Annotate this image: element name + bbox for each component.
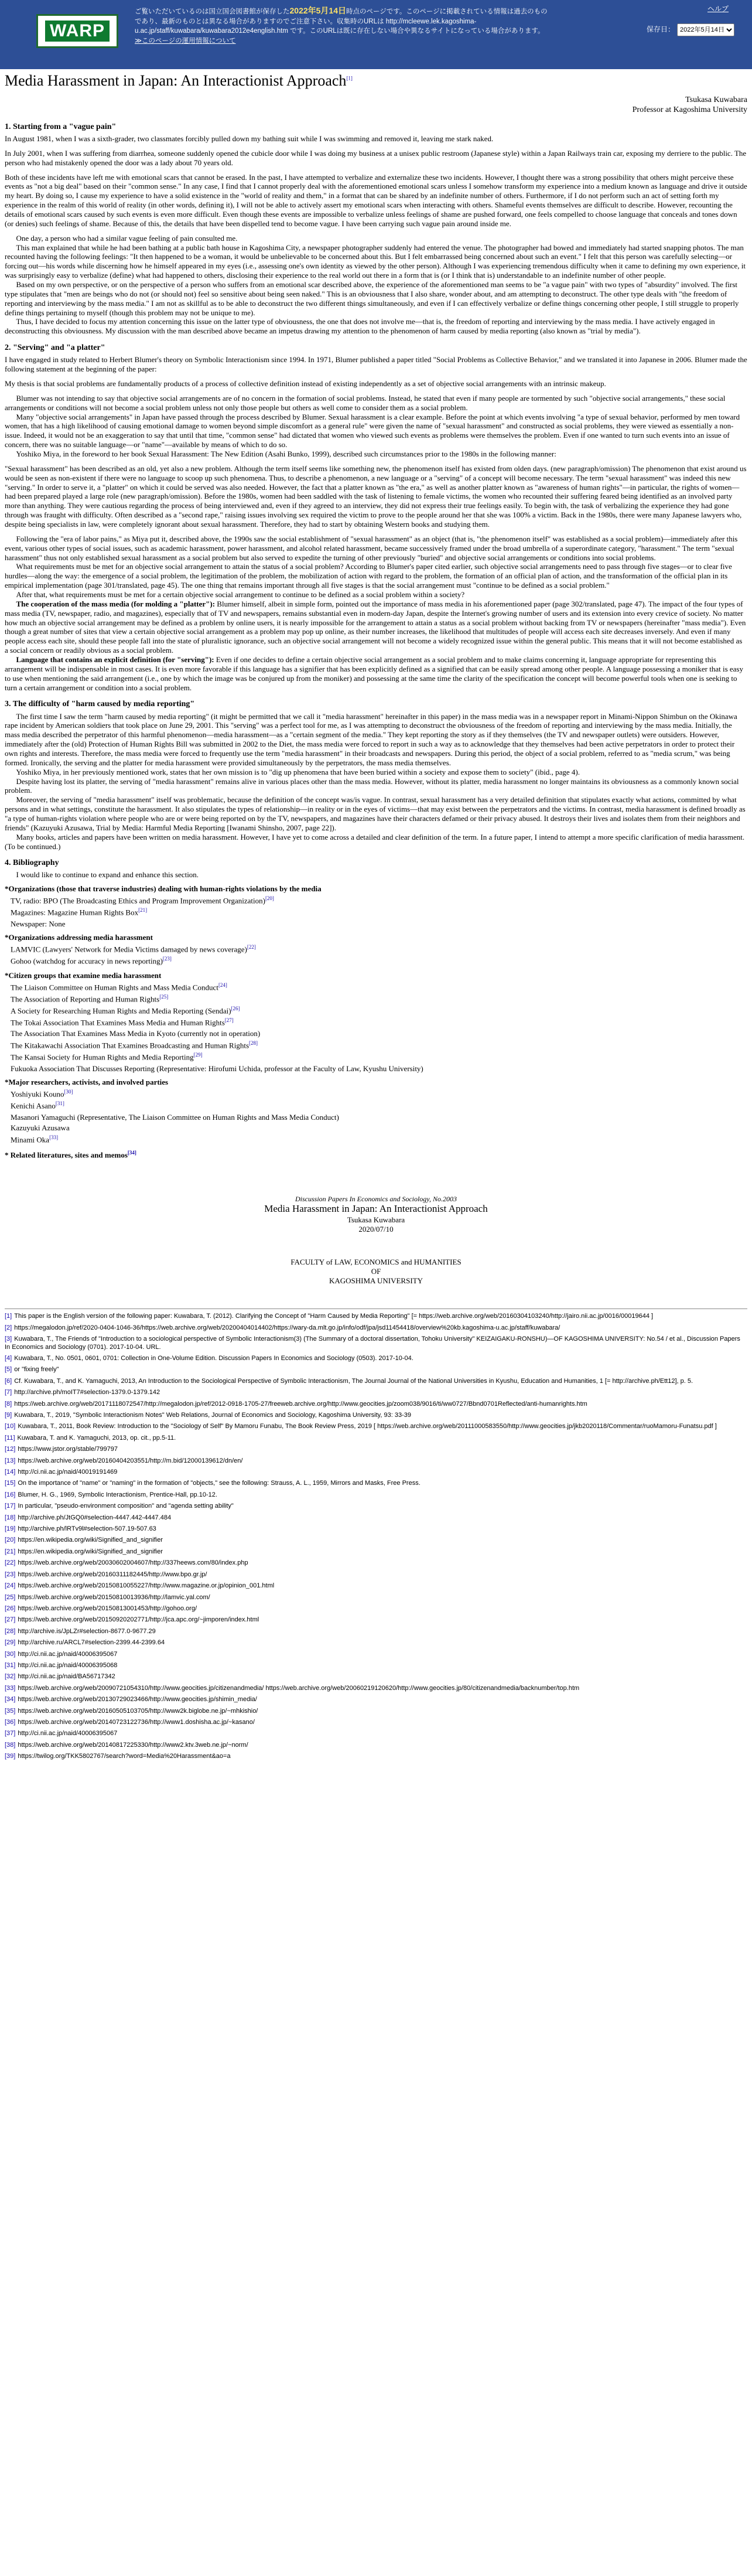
footnote-item — [5, 1389, 747, 1396]
footnote-text: On the importance of "name" or "naming" in the formation of "objects," see the following: Strauss, A. L., 1959, Mirrors and Masks, Free Press. — [18, 1480, 421, 1487]
reference-item: Fukuoka Association That Discusses Reporting (Representative: Hirofumi Uchida, professor at the Faculty of Law, Kyushu University) — [11, 1064, 423, 1073]
footnote-ref[interactable]: [21] — [138, 907, 148, 914]
footnote-text: https://en.wikipedia.org/wiki/Signified_and_signifier — [18, 1536, 163, 1544]
footnote-text: Kuwabara, T., 2019, "Symbolic Interactionism Notes" Web Relations, Journal of Economics and Sociology, Kagoshima University, 93: 33-39 — [14, 1412, 411, 1419]
paragraph: This man explained that while he had been bathing at a public bath house in Kagoshima City, a newspaper photographer suddenly had entered the venue. The photographer had bowed and immediately had started snapping photos. The man recounted having the following feelings: "It then happened to be a woman, it would be unbelievable to be concerned about this. But I felt embarrassed being concerned about such an event." I felt that this person was carefully selecting—or forcing out—his words while discerning how he himself appeared in my eyes (i.e., assessing one's own identity as viewed by the other person). Although I was experiencing tremendous difficulty when it came to defining my own experience, it was surprisingly easy to verbalize (define) what had happened to others, disclosing their experience to the real world out there in a form that is (or I think that is) understandable to an indefinite number of other people. — [5, 243, 746, 280]
footnote-text: Cf. Kuwabara, T., and K. Yamaguchi, 2013, An Introduction to the Sociological Perspective of Symbolic Interactionism, The Journal Journal of the National Universities in Kyushu, Education and Humanities, 1 [= http://archive.ph/Ett12], p. 5. — [14, 1377, 693, 1385]
paragraph: Language that contains an explicit definition (for "serving"): Even if one decides to define a certain objective social arrangement as a social problem and to make claims concerning it, language appropriate for representing this arrangement will be indispensable in most cases. It is even more favorable if this language has a signifier that has been explicitly defined as a signified that can be easily spread among other people. A language possessing a moniker that is easy to use when mentioning the said arrangement (i.e., one by which the image was be conjured up from the moniker) and possessing at the same time the clarity of the specification the concept will become powerful tools when one is seeking to turn a certain arrangement or condition into a social problem. — [5, 655, 743, 692]
footnote-item — [5, 1605, 747, 1613]
footnote-text: https://web.archive.org/web/20160404203551/http://m.bid/12000139612/dn/en/ — [18, 1457, 243, 1464]
footnote-ref[interactable]: [20] — [265, 895, 274, 902]
footnote-backlink[interactable]: [19] — [5, 1525, 16, 1533]
reference-group-heading: *Organizations addressing media harassment — [5, 933, 153, 942]
footnote-text: In particular, "pseudo-environment composition" and "agenda setting ability" — [18, 1502, 234, 1510]
reference-item: The Association of Reporting and Human Rights[25] — [11, 993, 169, 1004]
reference-item: Minami Oka[33] — [11, 1134, 59, 1144]
footnote-backlink[interactable]: [3] — [5, 1335, 12, 1343]
footnote-item — [5, 1628, 747, 1635]
footnote-ref[interactable]: [1] — [346, 75, 353, 81]
footnote-item — [5, 1423, 747, 1430]
footnote-backlink[interactable]: [33] — [5, 1684, 16, 1692]
footnote-item — [5, 1525, 747, 1533]
reference-item: A Society for Researching Human Rights and Media Reporting (Sendai)[26] — [11, 1005, 240, 1016]
footnote-text: Blumer, H. G., 1969, Symbolic Interactionism, Prentice-Hall, pp.10-12. — [18, 1491, 217, 1498]
paragraph: Many "objective social arrangements" in Japan have passed through the process described by Blumer. Sexual harassment is a clear example. Before the point at which events involving "a type of sexual behavior, performed by men toward women, that has a high likelihood of causing emotional damage to women beyond simple discomfort as a general rule" were given the name of "sexual harassment" and constructed as social problems, they were viewed as essentially a non-issue. Indeed, it would not be an exaggeration to say that until that time, "common sense" had dictated that women who viewed such events as problems were themselves the problem. Even if one wanted to turn such events into an issue of concern, there was no suitable language—or "name"—available by means of which to do so. — [5, 412, 740, 449]
paragraph: Many books, articles and papers have been written on media harassment. However, I have yet to come across a detailed and clear definition of the term. In a future paper, I intend to attempt a more specific clarification of media harassment. (To be continued.) — [5, 832, 745, 851]
bullet-title: The cooperation of the mass media (for molding a "platter"): — [16, 599, 216, 608]
footnote-text: https://web.archive.org/web/20150813001453/http://gohoo.org/ — [18, 1604, 197, 1612]
footnote-text: http://archive.ph/moIT7#selection-1379.0-1379.142 — [14, 1389, 160, 1396]
reference-item: TV, radio: BPO (The Broadcasting Ethics and Program Improvement Organization)[20] — [11, 895, 274, 905]
footnote-item — [5, 1571, 747, 1579]
warp-logo[interactable]: WARP — [36, 14, 118, 48]
footnote-backlink[interactable]: [15] — [5, 1480, 16, 1487]
footnote-text: http://archive.ph/JtGQ0#selection-4447.442-4447.484 — [18, 1514, 172, 1521]
paragraph: Thus, I have decided to focus my attention concerning this issue on the latter type of obviousness, the one that does not involve me—that is, the freedom of reporting and interviewing by the mass media. I have actively engaged in deconstructing this obviousness. My discussion with the man described above became an impetus drawing my attention to the phenomenon of harm caused by media reporting (also known as "trial by media"). — [5, 317, 715, 336]
footnote-backlink[interactable]: [7] — [5, 1389, 12, 1396]
reference-item: Kazuyuki Azusawa — [11, 1123, 70, 1133]
footnote-item — [5, 1685, 747, 1692]
section-heading: 2. "Serving" and "a platter" — [5, 343, 105, 353]
footnote-backlink[interactable]: [37] — [5, 1730, 16, 1737]
footnote-item — [5, 1313, 747, 1320]
footnote-ref[interactable]: [30] — [64, 1089, 73, 1095]
footnote-text: https://web.archive.org/web/20090721054310/http://www.geocities.jp/citizenandmedia/ https://web.archive.org/web/20060219120620/http://www.geocities.jp/80/citizenandmedia/backnumber/top.htm — [18, 1684, 580, 1692]
block-quote: My thesis is that social problems are fundamentally products of a process of collective definition instead of existing independently as a set of objective social arrangements with an intrinsic makeup. — [5, 379, 606, 388]
reference-item: Kenichi Asano[31] — [11, 1100, 64, 1110]
footnote-ref[interactable]: [26] — [231, 1005, 240, 1011]
footnote-backlink[interactable]: [21] — [5, 1548, 16, 1555]
cover-author: Tsukasa Kuwabara — [347, 1215, 405, 1225]
footnote-backlink[interactable]: [30] — [5, 1650, 16, 1658]
reference-item: Newspaper: None — [11, 919, 66, 928]
reference-item: The Association That Examines Mass Media in Kyoto (currently not in operation) — [11, 1029, 261, 1038]
footnote-ref[interactable]: [23] — [162, 956, 172, 962]
footnote-text: https://web.archive.org/web/20150810013936/http://lamvic.yal.com/ — [18, 1593, 210, 1601]
reference-list — [5, 884, 747, 1159]
footnote-backlink[interactable]: [4] — [5, 1354, 12, 1362]
footnote-item — [5, 1536, 747, 1544]
footnote-item — [5, 1480, 747, 1487]
faculty-line: FACULTY of LAW, ECONOMICS and HUMANITIES — [290, 1257, 462, 1266]
footnote-text: https://web.archive.org/web/20150810055227/http://www.magazine.or.jp/opinion_001.html — [18, 1582, 275, 1590]
footnote-backlink[interactable]: [36] — [5, 1718, 16, 1726]
reference-item: Yoshiyuki Kouno[30] — [11, 1089, 73, 1099]
footnote-item — [5, 1719, 747, 1726]
footnote-item — [5, 1651, 747, 1658]
footnote-backlink[interactable]: [35] — [5, 1707, 16, 1715]
reference-group-heading: *Citizen groups that examine media harassment — [5, 970, 162, 980]
footnote-text: Kuwabara, T., No. 0501, 0601, 0701: Collection in One-Volume Edition. Discussion Papers In Economics and Sociology (0503). 2017-10-04. — [14, 1354, 413, 1362]
footnote-text: https://www.jstor.org/stable/799797 — [18, 1446, 118, 1453]
footnote-ref[interactable]: [25] — [159, 993, 169, 1000]
footnote-backlink[interactable]: [12] — [5, 1446, 16, 1453]
footnote-text: http://archive.ru/ARCL7#selection-2399.44-2399.64 — [18, 1639, 165, 1647]
footnote-item — [5, 1355, 747, 1362]
page-title: Media Harassment in Japan: An Interactionist Approach[1] — [5, 72, 353, 89]
reference-group-heading: *Organizations (those that traverse industries) dealing with human-rights violations by the media — [5, 884, 322, 894]
footnote-backlink[interactable]: [29] — [5, 1639, 16, 1647]
footnote-item — [5, 1324, 747, 1332]
paragraph: Despite having lost its platter, the serving of "media harassment" remains alive in various places other than the mass media. However, without its platter, media harassment no longer maintains its obviousness as a commonly known social problem. — [5, 776, 739, 795]
footnote-backlink[interactable]: [23] — [5, 1570, 16, 1578]
date-select-label: 保存日： — [646, 25, 675, 33]
reference-item: The Tokai Association That Examines Mass Media and Human Rights[27] — [11, 1017, 234, 1027]
reference-item: The Kansai Society for Human Rights and Media Reporting[29] — [11, 1052, 203, 1062]
footnote-text: http://archive.is/JpLZr#selection-8677.0-9677.29 — [18, 1627, 156, 1635]
footnote-item — [5, 1335, 747, 1351]
footnote-text: Kuwabara, T. and K. Yamaguchi, 2013, op. cit., pp.5-11. — [17, 1434, 176, 1442]
reference-group-heading: *Major researchers, activists, and involved parties — [5, 1078, 169, 1087]
paragraph: Following the "era of labor pains," as Miya put it, described above, the 1990s saw the social establishment of "sexual harassment" as an object (that is, "the phenomenon itself" was established as a social problem)—immediately after this event, various other types of social issues, such as academic harassment, power harassment, and alcohol related harassment, became successively framed under the broad umbrella of a superordinate category, "harassment." The term "sexual harassment" thus not only established sexual harassment as a social problem but also served to expedite the turning of other previously "buried" and objective social arrangements or conditions into social problems. — [5, 534, 738, 562]
footnote-backlink[interactable]: [5] — [5, 1366, 12, 1374]
footnote-text: Kuwabara, T., The Friends of "Introduction to a sociological perspective of Symbolic Interactionism(3) (The Summary of a doctoral dissertation, Tohoku University" KEIZAIGAKU-RONSHU)—OF KAGOSHIMA UNIVERSITY: No.54 / et al., Discussion Papers In Economics and Sociology (0701). 2017-10-04. URL. — [5, 1335, 740, 1351]
paragraph: The cooperation of the mass media (for molding a "platter"): Blumer himself, albeit in simple form, pointed out the importance of mass media in his aforementioned paper (page 302/translated, page 47). The impact of the four types of mass media (TV, newspaper, radio, and magazines), especially that of TV and newspapers, remains substantial even in modern-day Japan, despite the Internet's growing number of users and its extension into every crevice of society. No matter how much an objective social arrangement may be defined as a problem by online users, it is nearly impossible for the arrangement to attain a status as a social problem without backing from TV or newspapers (hereinafter "mass media"). Even though a great number of sites that view a certain objective social arrangement as a problem may pop up online, as their number increases, the likelihood that multitudes of people will access each site decreases inversely. And even if many people access each site, should these people fall into the state of pluralistic ignorance, such an objective social arrangement will not become a widely recognized issue within the general public. This means that it will not become established as a social concern or readily obvious as a social problem. — [5, 599, 746, 655]
footnote-item — [5, 1582, 747, 1590]
footnote-text: https://web.archive.org/web/20171118072547/http://megalodon.jp/ref/2012-0918-1705-27/freeweb.archive.org/http://www.geocities.jp/zoom038/9016/ti/ww0727/Bbnd0701Reflected/anti-humanrights.htm — [14, 1400, 587, 1408]
footnote-item — [5, 1514, 747, 1522]
footnote-text: http://ci.nii.ac.jp/naid/40006395067 — [18, 1730, 118, 1737]
cover-page — [5, 1195, 747, 1286]
footnote-text: https://web.archive.org/web/20030602004607/http://337heews.com/80/index.php — [18, 1559, 248, 1567]
footnote-item — [5, 1662, 747, 1669]
footnote-text: This paper is the English version of the following paper: Kuwabara, T. (2012). Clarifying the Concept of "Harm Caused by Media Reporting" [= https://web.archive.org/web/20160304103240/http://jairo.nii.ac.jp/0016/00019644 ] — [14, 1313, 654, 1320]
footnote-backlink[interactable]: [32] — [5, 1673, 16, 1681]
footnote-text: https://megalodon.jp/ref/2020-0404-1046-36/https://web.archive.org/web/20200404014402/https://wary-da.mlt.go.jp/info/odf/jpa/jsd11454418/overview%20kb.kagoshima-u.ac.jp/staff/kuwabara/ — [14, 1324, 560, 1331]
footnote-item — [5, 1491, 747, 1499]
reference-item: LAMVIC (Lawyers' Network for Media Victims damaged by news coverage)[22] — [11, 944, 256, 954]
footnote-text: https://web.archive.org/web/20140723122736/http://www1.doshisha.ac.jp/~kasano/ — [18, 1718, 255, 1726]
paragraph: In July 2001, when I was suffering from diarrhea, someone suddenly opened the cubicle door while I was doing my business at a unisex public restroom (Japanese style) within a Japan Railways train car, exposing my derriere to the public. The person who had mistakenly opened the door was a lady about 70 years old. — [5, 148, 747, 167]
paragraph: Moreover, the serving of "media harassment" itself was problematic, because the definition of the concept was/is vague. In contrast, sexual harassment has a very detailed definition that stipulates exactly what actions, committed by what persons and in what settings, constitute the harassment. It also stipulates the types of relationship—in reality or in the eyes of victims—that may exist between the perpetrators and the victims. In contrast, media harassment is defined broadly as "a type of human-rights violation where people who are or were being reported on by the TV, newspapers, and magazines have their characters defamed or their privacy abused. It destroys their lives and isolates them from their neighbors and friends" (Kazuyuki Azusawa, Trial by Media: Harmful Media Reporting [Iwanami Shinsho, 2007, page 22]). — [5, 795, 746, 832]
paragraph: Yoshiko Miya, in her previously mentioned work, states that her own mission is to "dig up phenomena that have been buried within a society and expose them to society" (ibid., page 4). — [16, 767, 580, 776]
footnote-backlink[interactable]: [16] — [5, 1491, 16, 1498]
footnote-backlink[interactable]: [13] — [5, 1457, 16, 1464]
footnote-text: http://ci.nii.ac.jp/naid/40019191469 — [18, 1468, 118, 1476]
footnote-backlink[interactable]: [6] — [5, 1377, 12, 1385]
footnote-item — [5, 1502, 747, 1510]
paragraph: Based on my own perspective, or on the perspective of a person who suffers from an emotional scar described above, the experience of the aforementioned man seems to be "a vague pain" with two types of "absurdity" involved. The first type stipulates that "men are beings who do not (or should not) feel so sensitive about being seen naked." This is an obviousness that I also share, wonder about, and am attempting to deconstruct. The other type deals with "the freedom of reporting and interviewing by the mass media." I am not as skillful as to be able to deconstruct the two different things simultaneously, and even if I can effectively verbalize or define things concerning other people, I still struggle to properly define things pertaining to myself (though this problem may not be unique to me). — [5, 280, 739, 317]
footnote-backlink[interactable]: [14] — [5, 1468, 16, 1476]
footnote-item — [5, 1559, 747, 1567]
block-quote: "Sexual harassment" has been described as an old, yet also a new problem. Although the term itself seems like something new, the phenomenon itself has existed from olden days. (new paragraph/omission) The phenomenon that exist around us would be seen as non-existent if there were no language to scoop up such phenomena. Thus, to describe a phenomenon, a new language or a "serving" of a concept will become necessary. The term "sexual harassment" was indeed this new "serving." In order to serve it, a "platter" on which it could be served was also needed. However, the fact that a platter known as "the era," as well as another platter known as "awareness of human rights"—in particular, the rights of women—had been prepared played a large role (new paragraph/omission). Before the 1980s, women had been saddled with the task of listening to female victims, the women who recounted their suffering feared being identified as an involved party more than anything. They were cautious regarding the process of being interviewed and, even if they agreed to an interview, they did not express their true feelings easily. To begin with, the task of verbalizing the experience they had gone through was fraught with difficulty. Often described as a "second rape," raising issues involving sex required the victim to prove to the people around her that she was 100% a victim. Back in the 1980s, there were many Japanese lawyers who, despite being specialists in law, were completely ignorant about sexual harassment. Therefore, they had to start by obtaining Western books and studying them. — [5, 464, 747, 529]
footnote-backlink[interactable]: [17] — [5, 1502, 16, 1510]
footnote-backlink[interactable]: [39] — [5, 1753, 16, 1760]
footnote-backlink[interactable]: [25] — [5, 1593, 16, 1601]
footnote-backlink[interactable]: [2] — [5, 1324, 12, 1331]
archive-date-select[interactable] — [677, 23, 734, 36]
footnote-backlink[interactable]: [24] — [5, 1582, 16, 1590]
footnote-text: https://web.archive.org/web/20130729023466/http://www.geocities.jp/shimin_media/ — [18, 1696, 257, 1703]
footnote-backlink[interactable]: [10] — [5, 1423, 16, 1430]
reference-item: The Liaison Committee on Human Rights and Mass Media Conduct[24] — [11, 982, 227, 991]
help-link[interactable]: ヘルプ — [707, 5, 729, 13]
bullet-title: Language that contains an explicit definition (for "serving"): — [16, 655, 214, 664]
faculty-line: KAGOSHIMA UNIVERSITY — [329, 1276, 423, 1285]
paragraph: Blumer was not intending to say that objective social arrangements are of no concern in the formation of social problems. Instead, he stated that even if many people are tormented by such "objective social arrangements," these social arrangements or conditions will not become a social problem unless not only those people but others as well come to consider them as a social problem. — [5, 393, 726, 412]
archive-date: 2022年5月14日 — [289, 6, 347, 15]
footnote-item — [5, 1639, 747, 1647]
author-affiliation: Professor at Kagoshima University — [632, 105, 747, 114]
section-heading: 3. The difficulty of "harm caused by media reporting" — [5, 700, 195, 709]
footnote-text: https://twilog.org/TKK5802767/search?word=Media%20Harassment&ao=a — [18, 1753, 231, 1760]
footnote-backlink[interactable]: [28] — [5, 1627, 16, 1635]
footnote-item — [5, 1753, 747, 1760]
paragraph: In August 1981, when I was a sixth-grader, two classmates forcibly pulled down my bathing suit while I was swimming and removed it, leaving me stark naked. — [5, 134, 494, 143]
footnote-backlink[interactable]: [34] — [5, 1696, 16, 1703]
footnote-item — [5, 1742, 747, 1749]
paragraph: What requirements must be met for an objective social arrangement to attain the status of a social problem? According to Blumer's paper cited earlier, such objective social arrangements need to pass through five stages—or to clear five hurdles—along the way: the emergence of a social problem, the legitimation of the problem, the mobilization of action with regard to the problem, the formation of an official plan of action, and the transformation of the official plan in its empirical implementation (page 301/translated, page 45). The one thing that remains important through all five stages is that the social arrangement must "continue to be defined as a social problem." — [5, 562, 732, 590]
section-heading: 1. Starting from a "vague pain" — [5, 122, 117, 131]
faculty-line: OF — [371, 1266, 381, 1276]
footnote-ref[interactable]: [22] — [247, 944, 256, 950]
footnote-backlink[interactable]: [20] — [5, 1536, 16, 1544]
footnote-item — [5, 1434, 747, 1442]
author-name: Tsukasa Kuwabara — [685, 95, 747, 104]
footnote-text: http://ci.nii.ac.jp/naid/BA56717342 — [18, 1673, 115, 1681]
footnote-text: http://archive.ph/lRTv9l#selection-507.19-507.63 — [18, 1525, 156, 1533]
paragraph: After that, what requirements must be met for a certain objective social arrangement to continue to be defined as a social problem within a society? — [16, 590, 465, 599]
paragraph: Yoshiko Miya, in the foreword to her book Sexual Harassment: The New Edition (Asahi Bunko, 1999), described such circumstances prior to the 1980s in the following manner: — [16, 449, 556, 458]
footnote-text: Kuwabara, T., 2011, Book Review: Introduction to the "Sociology of Self" By Mamoru Funabu, The Book Review Press, 2019 [ https://web.archive.org/web/20111000583550/http://www.geocities.jp/jkb2020118/Commentar/ruoMamoru-Funatsu.pdf ] — [18, 1423, 717, 1430]
cover-title: Media Harassment in Japan: An Interactionist Approach — [264, 1203, 488, 1215]
footnote-backlink[interactable]: [11] — [5, 1434, 15, 1442]
footnote-item — [5, 1401, 747, 1408]
footnote-backlink[interactable]: [9] — [5, 1412, 12, 1419]
footnote-item — [5, 1708, 747, 1715]
reference-item: The Kitakawachi Association That Examines Broadcasting and Human Rights[28] — [11, 1040, 258, 1050]
footnote-item — [5, 1378, 747, 1385]
author-block — [5, 95, 747, 115]
footnote-ref[interactable]: [28] — [249, 1040, 258, 1047]
footnote-text: https://web.archive.org/web/20160311182445/http://www.bpo.gr.jp/ — [18, 1570, 207, 1578]
paragraph: The first time I saw the term "harm caused by media reporting" (it might be permitted that we call it "media harassment" hereinafter in this paper) in the mass media was in a newspaper report in Minami-Nippon Shimbun on the Okinawa rape incident by American soldiers that took place on June 29, 2001. This "serving" was a perfect tool for me, as I was attempting to deconstruct the obviousness of the freedom of reporting and interviewing by the mass media. Initially, the mass media described the perpetrator of this harmful phenomenon—media harassment—as a "certain segment of the media." They kept reporting the story as if they themselves (the TV and newspaper outlets) were outsiders. However, immediately after the (old) Protection of Human Rights Bill was submitted in 2002 to the Diet, the mass media were forced to report in such a way as to acknowledge that they themselves had been active perpetrators in order to protect their own rights and interests. Therefore, the mass media were forced to frequently use the term "media harassment" in their broadcasts and newspapers. During this period, the object of a social problem, referred to as "media scrum," was being formed. Ironically, the serving and the platter for media harassment were provided simultaneously by the perpetrators, the mass media themselves. — [5, 711, 737, 767]
footnote-backlink[interactable]: [38] — [5, 1741, 16, 1749]
footnote-list — [5, 1313, 747, 1760]
footnote-backlink[interactable]: [8] — [5, 1400, 12, 1408]
date-select-wrap — [647, 23, 734, 36]
paragraph: One day, a person who had a similar vague feeling of pain consulted me. — [16, 233, 238, 243]
section-heading: 4. Bibliography — [5, 858, 59, 868]
footnote-backlink[interactable]: [22] — [5, 1559, 16, 1567]
footnote-ref[interactable]: [24] — [218, 982, 227, 988]
footnote-item — [5, 1673, 747, 1681]
footnote-item — [5, 1616, 747, 1624]
footnote-text: https://web.archive.org/web/20140817225330/http://www2.ktv.3web.ne.jp/~norm/ — [18, 1741, 248, 1749]
footnote-ref[interactable]: [34] — [127, 1149, 136, 1156]
footnote-item — [5, 1366, 747, 1374]
document-body — [0, 69, 752, 1761]
paragraph: Both of these incidents have left me with emotional scars that cannot be erased. In the past, I have attempted to verbalize and externalize these two incidents. However, I thought there was a strong possibility that others might perceive these events as "not a big deal" based on their "common sense." In any case, I find that I cannot properly deal with the aforementioned emotional scars unless I somehow transform my experience into a medium known as language and drive it outside my heart. By doing so, I cause my experience to have a solid existence in the "world of reality and them," in a format that can be shared by an indefinite number of others. Furthermore, if I do not perform such an act of setting forth my experience in the realm of this world of reality (in other words, defining it), I will not be able to actively assert my emotional scars when interacting with others. Shameful events themselves are difficult to describe. However, recounting the details of emotional scars caused by such events is even more difficult. Even though these events are impossible to verbalize unless feelings of shame are pushed forward, one feels compelled to choose language that conceals and tones down (or denies) such feelings of shame. Because of this, the details that have been dispelled tend to become vague. I have been carrying such vague pain around inside me. — [5, 172, 747, 228]
footnote-text: https://en.wikipedia.org/wiki/Signified_and_signifier — [18, 1548, 163, 1555]
archive-info-link[interactable]: ≫このページの運用情報について — [135, 38, 236, 45]
footnote-text: http://ci.nii.ac.jp/naid/40006395068 — [18, 1661, 118, 1669]
footnote-item — [5, 1548, 747, 1556]
footnote-backlink[interactable]: [27] — [5, 1616, 16, 1624]
archive-notice: ご覧いただいているのは国立国会図書館が保存した2022年5月14日時点のページです。このページに掲載されている情報は過去のもの であり、最新のものとは異なる場合がありますのでご注意下さい。収集時のURLは http://mcleewe.lek.kagoshima-u.ac.jp/staff/kuwabara/kuwabara2012e4english.htm です。このURLは既に存在しない場合や異なるサイトになっている場合があります。 ≫このページの運用情報について — [135, 6, 548, 45]
reference-group-heading: * Related literatures, sites and memos[34] — [5, 1149, 136, 1159]
footnote-ref[interactable]: [27] — [224, 1017, 234, 1024]
reference-item: Masanori Yamaguchi (Representative, The Liaison Committee on Human Rights and Mass Media Conduct) — [11, 1112, 339, 1122]
footnote-item — [5, 1446, 747, 1453]
footnote-item — [5, 1457, 747, 1465]
footnote-ref[interactable]: [31] — [55, 1100, 64, 1107]
footnote-text: https://web.archive.org/web/20150920202771/http://jca.apc.org/~jimporen/index.html — [18, 1616, 259, 1624]
footnote-backlink[interactable]: [31] — [5, 1661, 16, 1669]
footnote-item — [5, 1468, 747, 1476]
paragraph: I would like to continue to expand and enhance this section. — [16, 870, 199, 880]
footnote-ref[interactable]: [29] — [193, 1052, 203, 1058]
footnote-text: http://ci.nii.ac.jp/naid/40006395067 — [18, 1650, 118, 1658]
series-name: Discussion Papers In Economics and Sociology, No.2003 — [295, 1194, 457, 1203]
footnote-backlink[interactable]: [26] — [5, 1604, 16, 1612]
footnote-item — [5, 1696, 747, 1703]
cover-date: 2020/07/10 — [358, 1224, 394, 1234]
reference-item: Gohoo (watchdog for accuracy in news reporting)[23] — [11, 956, 172, 966]
footnote-item — [5, 1412, 747, 1419]
footnote-ref[interactable]: [33] — [49, 1134, 59, 1141]
footnote-backlink[interactable]: [18] — [5, 1514, 16, 1521]
footnote-item — [5, 1730, 747, 1737]
footnote-item — [5, 1594, 747, 1602]
paragraph: I have engaged in study related to Herbert Blumer's theory on Symbolic Interactionism since 1994. In 1971, Blumer published a paper titled "Social Problems as Collective Behavior," and we translated it into Japanese in 2006. Blumer made the following statement at the beginning of the paper: — [5, 355, 747, 374]
footnote-text: or "fixing freely" — [14, 1366, 59, 1374]
footnote-text: https://web.archive.org/web/20160505103705/http://www2k.biglobe.ne.jp/~mhkishio/ — [18, 1707, 258, 1715]
reference-item: Magazines: Magazine Human Rights Box[21] — [11, 907, 148, 917]
archive-banner — [0, 0, 752, 69]
footnote-backlink[interactable]: [1] — [5, 1313, 12, 1320]
